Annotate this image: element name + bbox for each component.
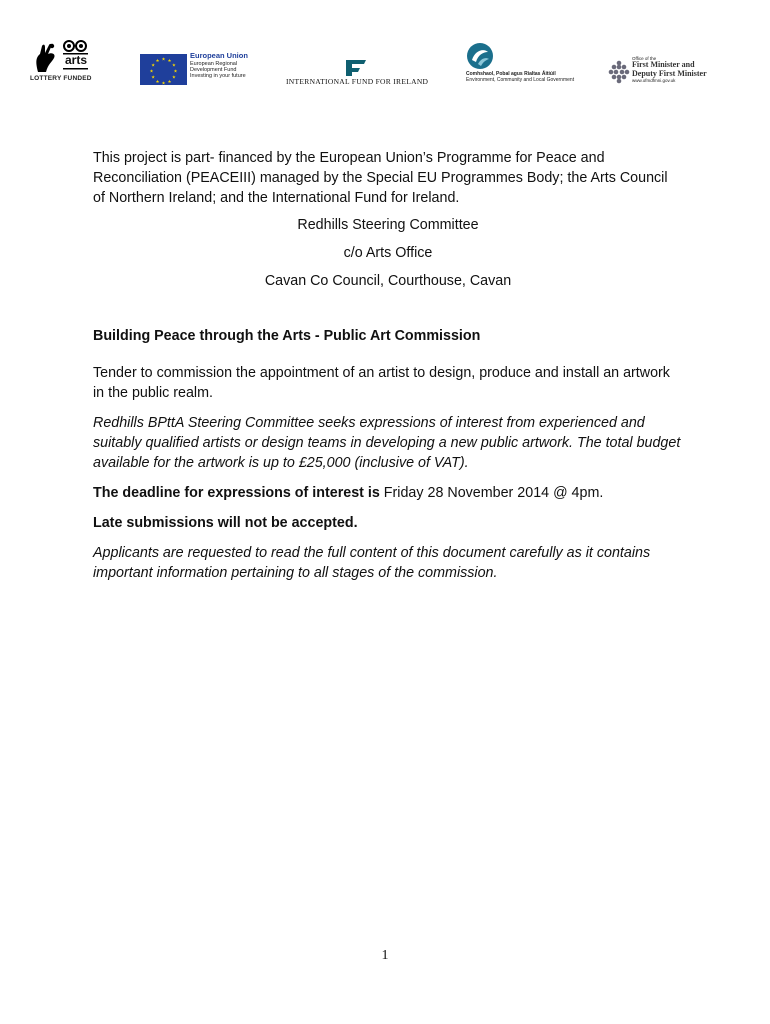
late-submissions-notice: Late submissions will not be accepted. — [93, 515, 358, 532]
svg-text:★: ★ — [167, 79, 172, 85]
svg-text:★: ★ — [171, 63, 176, 69]
tender-paragraph: Tender to commission the appointment of an artist to design, produce and install an artwork in the public realm. — [93, 365, 670, 402]
svg-text:★: ★ — [151, 75, 156, 81]
address-line-2: c/o Arts Office — [343, 245, 433, 262]
page-number: 1 — [381, 948, 389, 963]
ofmdfm-name-1: First Minister and — [632, 60, 695, 70]
ofmdfm-logo — [608, 56, 718, 90]
department-environment-logo — [466, 42, 581, 88]
address-line-1: Redhills Steering Committee — [297, 217, 479, 234]
arts-wordmark: arts — [65, 53, 88, 67]
svg-text:★: ★ — [167, 59, 172, 65]
logo-bar — [0, 0, 770, 100]
ifi-name: INTERNATIONAL FUND FOR IRELAND — [286, 77, 429, 86]
doe-line-2: Environment, Community and Local Government — [466, 76, 575, 83]
eu-line-1: European Regional — [190, 60, 238, 67]
lottery-funded-caption: LOTTERY FUNDED — [30, 75, 92, 82]
ofmdfm-pre: Office of the — [632, 56, 657, 61]
deadline-paragraph — [93, 483, 683, 503]
svg-text:★: ★ — [173, 69, 178, 75]
expressions-paragraph: Redhills BPttA Steering Committee seeks expressions of interest from experienced and suitably qualified artists or design teams in developing a new public artwork. The total budget available for the artwork is up to £25,000 (inclusive of VAT). — [93, 415, 681, 472]
eu-title: European Union — [190, 51, 248, 60]
lottery-funded-logo — [30, 40, 92, 88]
ifi-emblem-icon — [344, 58, 368, 76]
address-line-3: Cavan Co Council, Courthouse, Cavan — [264, 273, 512, 290]
ofmdfm-name-2: Deputy First Minister — [632, 68, 707, 78]
ofmdfm-emblem-icon — [608, 60, 630, 84]
intro-paragraph: This project is part- financed by the European Union’s Programme for Peace and Reconciliation (PEACEIII) managed by the Special EU Programmes Body; the Arts Council of Northern Ireland; and the International Fund for Ireland. — [93, 150, 668, 207]
european-union-logo — [140, 52, 255, 86]
eu-line-3: Investing in your future — [190, 73, 246, 80]
section-heading: Building Peace through the Arts - Public Art Commission — [93, 328, 481, 345]
document-body — [93, 148, 683, 583]
applicants-paragraph: Applicants are requested to read the full content of this document carefully as it contains important information pertaining to all stages of the commission. — [93, 545, 651, 582]
doe-line-1: Comhshaol, Pobal agus Rialtas Áitiúil — [466, 71, 556, 77]
deadline-label: The deadline for expressions of interest is — [93, 485, 380, 502]
svg-text:★: ★ — [161, 81, 166, 85]
eu-flag-icon — [140, 54, 187, 85]
international-fund-for-ireland-logo — [286, 58, 431, 88]
deadline-value: Friday 28 November 2014 @ 4pm. — [383, 485, 604, 502]
svg-text:★: ★ — [161, 57, 166, 63]
lottery-hand-icon — [32, 42, 60, 74]
svg-text:★: ★ — [151, 63, 156, 69]
svg-text:★: ★ — [149, 69, 154, 75]
ofmdfm-url: www.ofmdfmni.gov.uk — [632, 77, 676, 83]
doe-emblem-icon — [466, 42, 494, 70]
svg-text:★: ★ — [155, 79, 160, 85]
svg-text:★: ★ — [155, 59, 160, 65]
svg-text:★: ★ — [171, 75, 176, 81]
eu-line-2: Development Fund — [190, 66, 237, 73]
